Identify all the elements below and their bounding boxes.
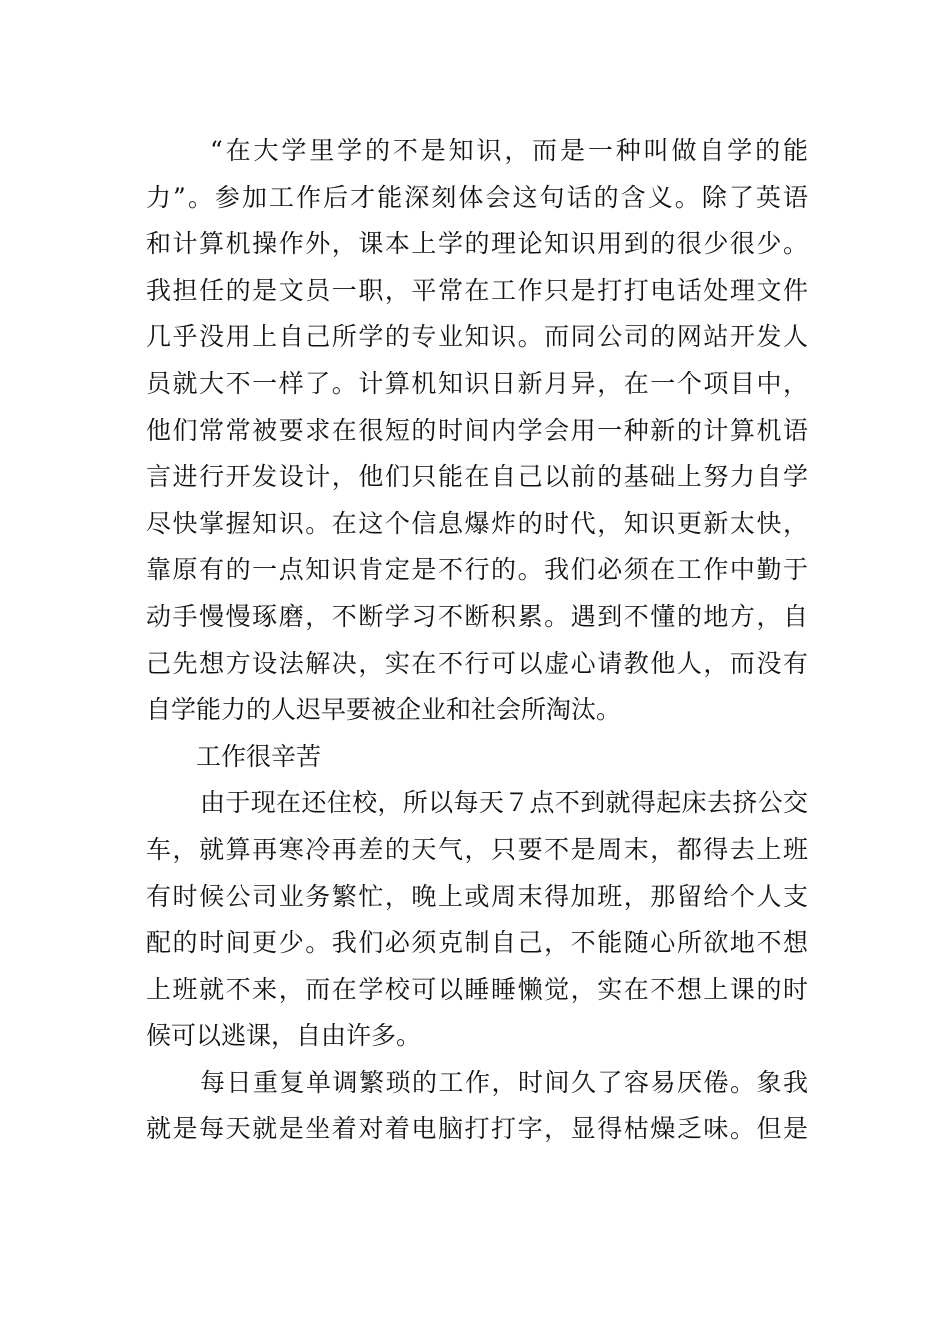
text-line: 力”。参加工作后才能深刻体会这句话的含义。除了英语 <box>146 182 808 212</box>
text-line: 车，就算再寒冷再差的天气，只要不是周末，都得去上班 <box>146 834 808 864</box>
text-line: 我担任的是文员一职，平常在工作只是打打电话处理文件 <box>146 275 808 305</box>
paragraph-self-learning <box>146 128 808 734</box>
text-line: “在大学里学的不是知识，而是一种叫做自学的能 <box>210 136 808 165</box>
text-line: 上班就不来，而在学校可以睡睡懒觉，实在不想上课的时 <box>146 974 808 1004</box>
text-line: 言进行开发设计，他们只能在自己以前的基础上努力自学 <box>146 462 808 492</box>
text-line: 和计算机操作外，课本上学的理论知识用到的很少很少。 <box>146 229 808 259</box>
text-line: 几乎没用上自己所学的专业知识。而同公司的网站开发人 <box>146 322 808 352</box>
text-line: 己先想方设法解决，实在不行可以虚心请教他人，而没有 <box>146 648 808 678</box>
text-line: 自学能力的人迟早要被企业和社会所淘汰。 <box>146 695 622 725</box>
paragraph-hard-work <box>146 780 808 1060</box>
text-line: 候可以逃课，自由许多。 <box>146 1021 422 1051</box>
document-page <box>146 128 808 1153</box>
section-heading: 工作很辛苦 <box>196 741 322 771</box>
text-line: 员就大不一样了。计算机知识日新月异，在一个项目中， <box>146 368 808 398</box>
text-line: 靠原有的一点知识肯定是不行的。我们必须在工作中勤于 <box>146 555 808 585</box>
text-line: 他们常常被要求在很短的时间内学会用一种新的计算机语 <box>146 415 808 445</box>
text-line: 由于现在还住校，所以每天７点不到就得起床去挤公交 <box>200 788 808 818</box>
text-line: 就是每天就是坐着对着电脑打打字，显得枯燥乏味。但是 <box>146 1114 808 1144</box>
text-line: 尽快掌握知识。在这个信息爆炸的时代，知识更新太快， <box>146 508 808 538</box>
text-line: 有时候公司业务繁忙，晚上或周末得加班，那留给个人支 <box>146 881 808 911</box>
text-line: 每日重复单调繁琐的工作，时间久了容易厌倦。象我 <box>200 1067 808 1097</box>
paragraph-repetitive-work <box>146 1060 808 1153</box>
text-line: 配的时间更少。我们必须克制自己，不能随心所欲地不想 <box>146 928 808 958</box>
text-line: 动手慢慢琢磨，不断学习不断积累。遇到不懂的地方，自 <box>146 601 808 631</box>
